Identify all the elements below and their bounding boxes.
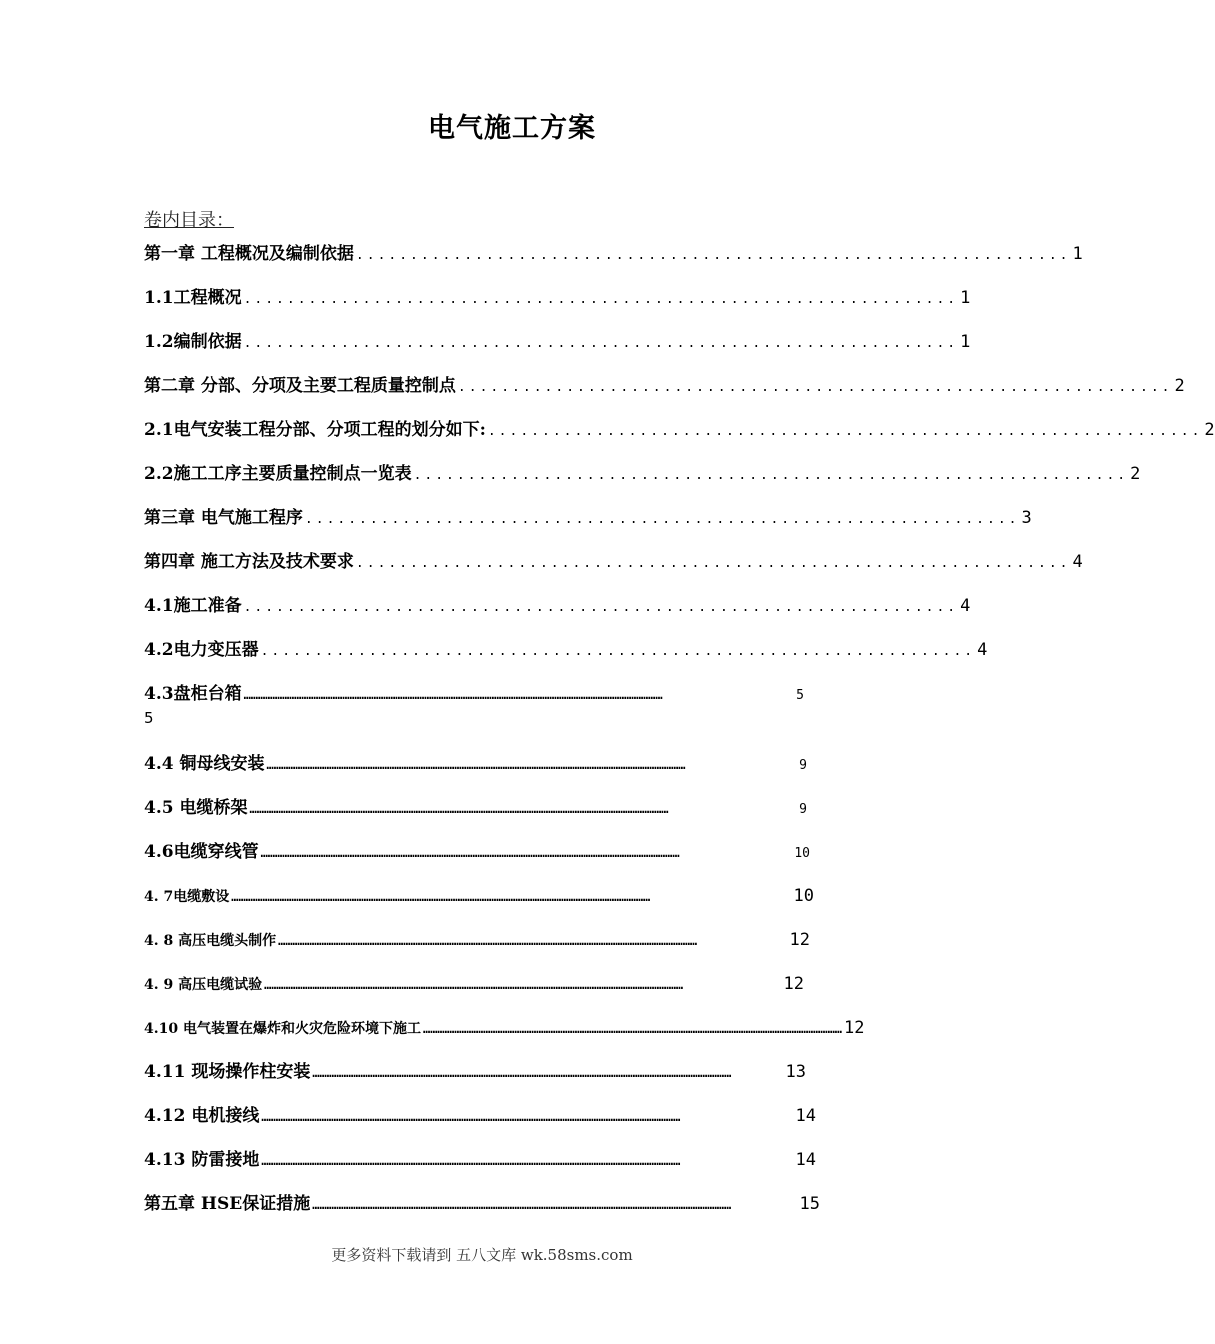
toc-entry-title: 4.10 电气装置在爆炸和火灾危险环境下施工 (144, 1021, 421, 1037)
toc-entry[interactable] (144, 882, 814, 910)
leader-dots: ………………………………………………………………………………………………………………………………………………………… (266, 758, 686, 772)
footer-text: 更多资料下载请到 五八文库 wk.58sms.com (331, 1246, 633, 1264)
leader-dots: .................................................................. (243, 336, 959, 351)
toc-entry-page: 5 (796, 688, 804, 703)
toc-entry-page: 13 (785, 1062, 806, 1082)
toc-entry[interactable] (144, 328, 970, 356)
toc-entry-page: 14 (795, 1106, 816, 1126)
leader-dots: ………………………………………………………………………………………………………………………………………………………… (260, 846, 680, 860)
toc-entry[interactable] (144, 504, 1032, 532)
toc-entry-page: 4 (960, 596, 971, 616)
toc-entry-title: 4.5 电缆桥架 (144, 798, 248, 818)
toc-entry-title: 4.13 防雷接地 (144, 1150, 260, 1170)
toc-entry-page: 9 (799, 802, 807, 817)
toc-entry-title: 4. 9 高压电缆试验 (144, 977, 263, 993)
leader-dots: .................................................................. (413, 468, 1129, 483)
toc-entry-title: 4.1施工准备 (144, 596, 242, 616)
toc-entry[interactable] (144, 1102, 816, 1130)
toc-entry[interactable] (144, 548, 1083, 576)
toc-entry-title: 1.1工程概况 (144, 288, 242, 308)
toc-heading: 卷内目录： (144, 210, 234, 231)
toc-entry-page: 1 (1072, 244, 1083, 264)
leader-dots: .................................................................. (487, 424, 1203, 439)
toc-entry-page: 2 (1130, 464, 1141, 484)
leader-dots: ………………………………………………………………………………………………………………………………………………………… (312, 1198, 732, 1212)
leader-dots: ………………………………………………………………………………………………………………………………………………………… (261, 1154, 681, 1168)
toc-entry-title: 第五章 HSE保证措施 (144, 1194, 311, 1214)
leader-dots: ………………………………………………………………………………………………………………………………………………………… (264, 978, 684, 992)
toc-entry-title: 第一章 工程概况及编制依据 (144, 244, 354, 264)
toc-entry-title: 第三章 电气施工程序 (144, 508, 303, 528)
leader-dots: .................................................................. (355, 248, 1071, 263)
toc-entry-title: 4. 7电缆敷设 (144, 889, 230, 905)
toc-entry-page: 9 (799, 758, 807, 773)
toc-entry-page: 2 (1174, 376, 1185, 396)
toc-entry[interactable] (144, 284, 970, 312)
toc-entry-page: 4 (1072, 552, 1083, 572)
toc-entry-page: 10 (793, 886, 814, 906)
toc-entry-page: 3 (1021, 508, 1032, 528)
leader-dots: ………………………………………………………………………………………………………………………………………………………… (231, 890, 651, 904)
leader-dots: ………………………………………………………………………………………………………………………………………………………… (261, 1110, 681, 1124)
leader-dots: .................................................................. (260, 644, 976, 659)
leader-dots: .................................................................. (457, 380, 1173, 395)
toc-entry[interactable] (144, 970, 804, 998)
leader-dots: ………………………………………………………………………………………………………………………………………………………… (312, 1066, 732, 1080)
toc-entry[interactable] (144, 1146, 816, 1174)
toc-entry-page: 10 (794, 846, 810, 861)
toc-entry-title: 4.12 电机接线 (144, 1106, 260, 1126)
toc-entry[interactable] (144, 838, 810, 866)
toc-entry-page: 1 (960, 288, 971, 308)
document-title: 电气施工方案 (428, 113, 596, 144)
toc-entry-title: 4.3盘柜台箱 (144, 684, 242, 704)
leader-dots: .................................................................. (243, 600, 959, 615)
toc-entry[interactable] (144, 750, 807, 778)
toc-entry[interactable] (144, 1014, 865, 1042)
wrapped-page-number: 5 (144, 709, 154, 727)
toc-entry[interactable] (144, 1058, 806, 1086)
toc-entry-title: 2.2施工工序主要质量控制点一览表 (144, 464, 412, 484)
toc-entry[interactable] (144, 926, 810, 954)
toc-entry-title: 4.4 铜母线安装 (144, 754, 265, 774)
leader-dots: .................................................................. (304, 512, 1020, 527)
toc-entry-page: 15 (799, 1194, 820, 1214)
toc-entry-page: 2 (1204, 420, 1215, 440)
toc-entry[interactable] (144, 416, 1215, 444)
toc-entry[interactable] (144, 240, 1083, 268)
toc-entry-page: 12 (783, 974, 804, 994)
toc-entry-page: 12 (789, 930, 810, 950)
leader-dots: .................................................................. (243, 292, 959, 307)
toc-entry[interactable] (144, 680, 804, 708)
toc-entry[interactable] (144, 592, 970, 620)
toc-entry-title: 第四章 施工方法及技术要求 (144, 552, 354, 572)
toc-entry-title: 第二章 分部、分项及主要工程质量控制点 (144, 376, 456, 396)
toc-entry-title: 4.2电力变压器 (144, 640, 259, 660)
toc-entry[interactable] (144, 636, 987, 664)
toc-entry[interactable] (144, 460, 1140, 488)
toc-entry-page: 1 (960, 332, 971, 352)
leader-dots: ………………………………………………………………………………………………………………………………………………………… (278, 934, 698, 948)
toc-entry-title: 4. 8 高压电缆头制作 (144, 933, 277, 949)
toc-entry[interactable] (144, 372, 1185, 400)
toc-entry-page: 14 (795, 1150, 816, 1170)
toc-entry-title: 2.1电气安装工程分部、分项工程的划分如下: (144, 420, 486, 440)
toc-entry-title: 4.11 现场操作柱安装 (144, 1062, 311, 1082)
leader-dots: .................................................................. (355, 556, 1071, 571)
leader-dots: ………………………………………………………………………………………………………………………………………………………… (422, 1022, 843, 1036)
toc-entry[interactable] (144, 1190, 820, 1218)
toc-entry[interactable] (144, 794, 807, 822)
leader-dots: ………………………………………………………………………………………………………………………………………………………… (249, 802, 669, 816)
leader-dots: ………………………………………………………………………………………………………………………………………………………… (243, 688, 663, 702)
toc-entry-title: 1.2编制依据 (144, 332, 242, 352)
toc-entry-page: 4 (977, 640, 988, 660)
toc-entry-title: 4.6电缆穿线管 (144, 842, 259, 862)
toc-entry-page: 12 (844, 1018, 865, 1038)
